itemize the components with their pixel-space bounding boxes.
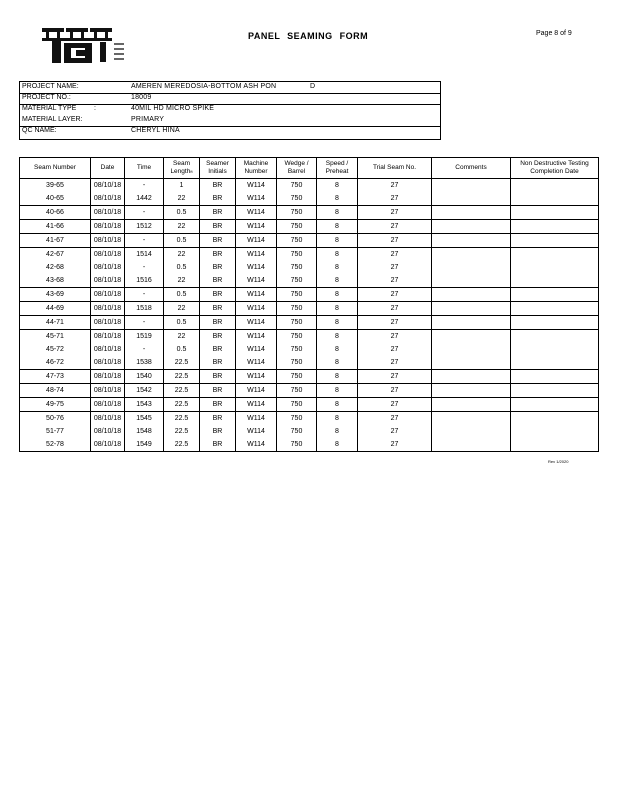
cell-time: 1548 <box>125 425 164 438</box>
cell-speed-preheat: 8 <box>317 248 358 262</box>
cell-trial-seam-no: 27 <box>358 356 432 370</box>
cell-trial-seam-no: 27 <box>358 274 432 288</box>
cell-speed-preheat: 8 <box>317 288 358 302</box>
cell-seamer-initials: BR <box>200 370 236 384</box>
cell-seam-number: 39-65 <box>20 179 91 193</box>
cell-speed-preheat: 8 <box>317 438 358 452</box>
cell-speed-preheat: 8 <box>317 398 358 412</box>
company-logo <box>40 26 130 66</box>
cell-trial-seam-no: 27 <box>358 316 432 330</box>
cell-seamer-initials: BR <box>200 425 236 438</box>
cell-comments <box>432 206 511 220</box>
cell-machine-number: W114 <box>236 370 277 384</box>
header-seam-number: Seam Number <box>20 158 91 179</box>
cell-date: 08/10/18 <box>91 398 125 412</box>
cell-wedge-barrel: 750 <box>277 220 317 234</box>
cell-speed-preheat: 8 <box>317 330 358 344</box>
cell-seam-length: 22.5 <box>164 438 200 452</box>
cell-ndt-completion <box>511 302 599 316</box>
cell-seam-length: 22 <box>164 192 200 206</box>
cell-machine-number: W114 <box>236 179 277 193</box>
table-row <box>20 316 599 330</box>
cell-machine-number: W114 <box>236 302 277 316</box>
seaming-table <box>19 157 599 452</box>
material-type-value: 40MIL HD MICRO SPIKE <box>131 105 215 112</box>
cell-ndt-completion <box>511 384 599 398</box>
table-body <box>20 179 599 452</box>
cell-speed-preheat: 8 <box>317 356 358 370</box>
cell-speed-preheat: 8 <box>317 425 358 438</box>
cell-seam-number: 44-71 <box>20 316 91 330</box>
cell-ndt-completion <box>511 288 599 302</box>
cell-date: 08/10/18 <box>91 438 125 452</box>
table-row <box>20 248 599 262</box>
header-seamer-initials: Seamer Initials <box>200 158 236 179</box>
header-wedge-barrel: Wedge / Barrel <box>277 158 317 179</box>
project-name-value: AMEREN MEREDOSIA-BOTTOM ASH PON <box>131 83 277 90</box>
cell-ndt-completion <box>511 370 599 384</box>
cell-time: 1512 <box>125 220 164 234</box>
cell-seam-number: 40-65 <box>20 192 91 206</box>
cell-trial-seam-no: 27 <box>358 370 432 384</box>
material-type-colon: : <box>94 105 96 112</box>
header-ndt-completion: Non Destructive Testing Completion Date <box>511 158 599 179</box>
cell-trial-seam-no: 27 <box>358 438 432 452</box>
cell-machine-number: W114 <box>236 412 277 426</box>
cell-seamer-initials: BR <box>200 206 236 220</box>
cell-seam-length: 22.5 <box>164 412 200 426</box>
cell-wedge-barrel: 750 <box>277 356 317 370</box>
cell-seamer-initials: BR <box>200 412 236 426</box>
cell-time: - <box>125 234 164 248</box>
cell-speed-preheat: 8 <box>317 343 358 356</box>
header-date: Date <box>91 158 125 179</box>
cell-speed-preheat: 8 <box>317 234 358 248</box>
cell-trial-seam-no: 27 <box>358 234 432 248</box>
cell-machine-number: W114 <box>236 356 277 370</box>
cell-wedge-barrel: 750 <box>277 206 317 220</box>
cell-seamer-initials: BR <box>200 274 236 288</box>
cell-trial-seam-no: 27 <box>358 343 432 356</box>
cell-trial-seam-no: 27 <box>358 261 432 274</box>
cell-time: - <box>125 206 164 220</box>
cell-speed-preheat: 8 <box>317 316 358 330</box>
cell-speed-preheat: 8 <box>317 302 358 316</box>
cell-machine-number: W114 <box>236 398 277 412</box>
cell-ndt-completion <box>511 330 599 370</box>
cell-seam-number: 51-77 <box>20 425 91 438</box>
cell-time: - <box>125 179 164 193</box>
cell-date: 08/10/18 <box>91 274 125 288</box>
cell-date: 08/10/18 <box>91 302 125 316</box>
cell-wedge-barrel: 750 <box>277 412 317 426</box>
cell-machine-number: W114 <box>236 316 277 330</box>
cell-speed-preheat: 8 <box>317 384 358 398</box>
cell-time: 1543 <box>125 398 164 412</box>
cell-seamer-initials: BR <box>200 356 236 370</box>
cell-date: 08/10/18 <box>91 425 125 438</box>
cell-seam-number: 49-75 <box>20 398 91 412</box>
cell-wedge-barrel: 750 <box>277 370 317 384</box>
cell-ndt-completion <box>511 206 599 220</box>
project-no-value: 18009 <box>131 94 152 101</box>
cell-seam-length: 0.5 <box>164 234 200 248</box>
cell-seam-length: 1 <box>164 179 200 193</box>
cell-date: 08/10/18 <box>91 206 125 220</box>
cell-comments <box>432 220 511 234</box>
table-row <box>20 234 599 248</box>
cell-wedge-barrel: 750 <box>277 248 317 262</box>
project-no-row <box>20 93 440 104</box>
cell-ndt-completion <box>511 179 599 206</box>
cell-seamer-initials: BR <box>200 316 236 330</box>
cell-seam-length: 0.5 <box>164 316 200 330</box>
cell-speed-preheat: 8 <box>317 206 358 220</box>
cell-trial-seam-no: 27 <box>358 179 432 193</box>
cell-seam-length: 22.5 <box>164 425 200 438</box>
table-row <box>20 330 599 344</box>
cell-trial-seam-no: 27 <box>358 192 432 206</box>
cell-seam-length: 22.5 <box>164 398 200 412</box>
cell-seam-number: 42-67 <box>20 248 91 262</box>
cell-wedge-barrel: 750 <box>277 384 317 398</box>
qc-name-label: QC NAME: <box>22 127 57 134</box>
cell-ndt-completion <box>511 248 599 288</box>
cell-seam-number: 42-68 <box>20 261 91 274</box>
material-type-row <box>20 104 440 115</box>
cell-machine-number: W114 <box>236 234 277 248</box>
header-seam-length-unit: ft <box>190 169 193 174</box>
cell-comments <box>432 316 511 330</box>
cell-comments <box>432 370 511 384</box>
cell-time: 1518 <box>125 302 164 316</box>
cell-seam-number: 47-73 <box>20 370 91 384</box>
project-name-extra: D <box>310 83 316 90</box>
cell-ndt-completion <box>511 316 599 330</box>
cell-seam-length: 22.5 <box>164 370 200 384</box>
cell-trial-seam-no: 27 <box>358 412 432 426</box>
cell-machine-number: W114 <box>236 343 277 356</box>
cell-wedge-barrel: 750 <box>277 330 317 344</box>
cell-seam-length: 22 <box>164 274 200 288</box>
cell-comments <box>432 179 511 206</box>
cell-speed-preheat: 8 <box>317 412 358 426</box>
cell-ndt-completion <box>511 398 599 412</box>
table-row <box>20 370 599 384</box>
cell-date: 08/10/18 <box>91 316 125 330</box>
cell-date: 08/10/18 <box>91 343 125 356</box>
cell-seamer-initials: BR <box>200 438 236 452</box>
cell-machine-number: W114 <box>236 206 277 220</box>
material-layer-value: PRIMARY <box>131 116 165 123</box>
cell-trial-seam-no: 27 <box>358 206 432 220</box>
cell-seamer-initials: BR <box>200 398 236 412</box>
cell-seam-number: 41-66 <box>20 220 91 234</box>
cell-seam-length: 0.5 <box>164 206 200 220</box>
cell-seam-length: 22 <box>164 330 200 344</box>
cell-wedge-barrel: 750 <box>277 274 317 288</box>
header-speed-preheat: Speed / Preheat <box>317 158 358 179</box>
cell-machine-number: W114 <box>236 425 277 438</box>
cell-speed-preheat: 8 <box>317 274 358 288</box>
cell-seamer-initials: BR <box>200 192 236 206</box>
cell-seamer-initials: BR <box>200 234 236 248</box>
cell-comments <box>432 412 511 452</box>
project-no-label: PROJECT NO.: <box>22 94 71 101</box>
cell-seamer-initials: BR <box>200 248 236 262</box>
cell-wedge-barrel: 750 <box>277 234 317 248</box>
cell-seam-number: 50-76 <box>20 412 91 426</box>
cell-trial-seam-no: 27 <box>358 302 432 316</box>
cell-seamer-initials: BR <box>200 261 236 274</box>
cell-seam-number: 40-66 <box>20 206 91 220</box>
table-row <box>20 412 599 426</box>
cell-machine-number: W114 <box>236 288 277 302</box>
cell-wedge-barrel: 750 <box>277 343 317 356</box>
material-layer-label: MATERIAL LAYER: <box>22 116 83 123</box>
cell-seam-length: 0.5 <box>164 261 200 274</box>
cell-seamer-initials: BR <box>200 179 236 193</box>
table-row <box>20 398 599 412</box>
cell-seamer-initials: BR <box>200 330 236 344</box>
material-type-label: MATERIAL TYPE <box>22 105 77 112</box>
cell-time: 1549 <box>125 438 164 452</box>
cell-date: 08/10/18 <box>91 356 125 370</box>
form-title: PANEL SEAMING FORM <box>248 31 369 41</box>
cell-date: 08/10/18 <box>91 412 125 426</box>
cell-comments <box>432 398 511 412</box>
project-name-row <box>20 82 440 93</box>
table-row <box>20 179 599 193</box>
cell-seam-length: 22.5 <box>164 384 200 398</box>
cell-seam-number: 45-71 <box>20 330 91 344</box>
cell-wedge-barrel: 750 <box>277 425 317 438</box>
table-row <box>20 384 599 398</box>
cell-seam-number: 43-68 <box>20 274 91 288</box>
table-row <box>20 302 599 316</box>
cell-machine-number: W114 <box>236 192 277 206</box>
project-info-box <box>19 81 441 140</box>
cell-machine-number: W114 <box>236 261 277 274</box>
cell-wedge-barrel: 750 <box>277 288 317 302</box>
table-header-row <box>20 158 599 179</box>
cell-trial-seam-no: 27 <box>358 248 432 262</box>
cell-date: 08/10/18 <box>91 370 125 384</box>
cell-seam-number: 44-69 <box>20 302 91 316</box>
cell-speed-preheat: 8 <box>317 192 358 206</box>
cell-machine-number: W114 <box>236 438 277 452</box>
cell-trial-seam-no: 27 <box>358 398 432 412</box>
cell-trial-seam-no: 27 <box>358 288 432 302</box>
cell-seam-number: 52-78 <box>20 438 91 452</box>
cell-wedge-barrel: 750 <box>277 398 317 412</box>
cell-machine-number: W114 <box>236 248 277 262</box>
material-layer-row <box>20 115 440 126</box>
cell-comments <box>432 330 511 370</box>
cell-seam-number: 45-72 <box>20 343 91 356</box>
cell-time: 1540 <box>125 370 164 384</box>
table-row <box>20 288 599 302</box>
cell-seam-length: 0.5 <box>164 343 200 356</box>
cell-date: 08/10/18 <box>91 220 125 234</box>
project-name-label: PROJECT NAME: <box>22 83 79 90</box>
table-row <box>20 220 599 234</box>
cell-time: 1538 <box>125 356 164 370</box>
cell-speed-preheat: 8 <box>317 220 358 234</box>
cell-seamer-initials: BR <box>200 288 236 302</box>
cell-comments <box>432 248 511 288</box>
table-row <box>20 206 599 220</box>
cell-seam-number: 48-74 <box>20 384 91 398</box>
cell-seam-number: 43-69 <box>20 288 91 302</box>
cell-date: 08/10/18 <box>91 384 125 398</box>
cell-wedge-barrel: 750 <box>277 316 317 330</box>
cell-trial-seam-no: 27 <box>358 384 432 398</box>
cell-date: 08/10/18 <box>91 179 125 193</box>
cell-time: 1519 <box>125 330 164 344</box>
cell-machine-number: W114 <box>236 274 277 288</box>
cell-comments <box>432 234 511 248</box>
page-indicator: Page 8 of 9 <box>536 30 572 37</box>
cell-date: 08/10/18 <box>91 288 125 302</box>
cell-time: - <box>125 316 164 330</box>
cell-trial-seam-no: 27 <box>358 220 432 234</box>
cell-seam-number: 46-72 <box>20 356 91 370</box>
cell-seam-length: 22.5 <box>164 356 200 370</box>
cell-date: 08/10/18 <box>91 261 125 274</box>
header-seam-length <box>164 158 200 179</box>
cell-date: 08/10/18 <box>91 248 125 262</box>
cell-trial-seam-no: 27 <box>358 330 432 344</box>
cell-date: 08/10/18 <box>91 192 125 206</box>
revision-note: Rev 1/2020 <box>548 459 569 464</box>
cell-seam-length: 22 <box>164 220 200 234</box>
cell-ndt-completion <box>511 412 599 452</box>
qc-name-row <box>20 126 440 137</box>
cell-time: 1545 <box>125 412 164 426</box>
cell-wedge-barrel: 750 <box>277 192 317 206</box>
cell-seam-length: 22 <box>164 248 200 262</box>
cell-seamer-initials: BR <box>200 220 236 234</box>
cell-seam-length: 22 <box>164 302 200 316</box>
cell-time: - <box>125 261 164 274</box>
cell-speed-preheat: 8 <box>317 370 358 384</box>
cell-seamer-initials: BR <box>200 302 236 316</box>
cell-seamer-initials: BR <box>200 343 236 356</box>
cell-seamer-initials: BR <box>200 384 236 398</box>
header-seam-length-label: Seam Length <box>170 160 191 175</box>
cell-time: 1442 <box>125 192 164 206</box>
cell-ndt-completion <box>511 220 599 234</box>
cell-machine-number: W114 <box>236 330 277 344</box>
cell-wedge-barrel: 750 <box>277 302 317 316</box>
cell-trial-seam-no: 27 <box>358 425 432 438</box>
cell-speed-preheat: 8 <box>317 261 358 274</box>
cell-time: 1542 <box>125 384 164 398</box>
cell-seam-length: 0.5 <box>164 288 200 302</box>
cell-time: - <box>125 343 164 356</box>
cell-time: 1516 <box>125 274 164 288</box>
header-comments: Comments <box>432 158 511 179</box>
header-trial-seam-no: Trial Seam No. <box>358 158 432 179</box>
qc-name-value: CHERYL HINA <box>131 127 180 134</box>
cell-speed-preheat: 8 <box>317 179 358 193</box>
cell-time: - <box>125 288 164 302</box>
cell-machine-number: W114 <box>236 220 277 234</box>
cell-wedge-barrel: 750 <box>277 261 317 274</box>
cell-date: 08/10/18 <box>91 234 125 248</box>
cell-machine-number: W114 <box>236 384 277 398</box>
cell-date: 08/10/18 <box>91 330 125 344</box>
cell-ndt-completion <box>511 234 599 248</box>
cell-comments <box>432 384 511 398</box>
cell-comments <box>432 302 511 316</box>
cell-time: 1514 <box>125 248 164 262</box>
header-time: Time <box>125 158 164 179</box>
header-machine-number: Machine Number <box>236 158 277 179</box>
cell-seam-number: 41-67 <box>20 234 91 248</box>
cell-comments <box>432 288 511 302</box>
cell-wedge-barrel: 750 <box>277 438 317 452</box>
cell-wedge-barrel: 750 <box>277 179 317 193</box>
